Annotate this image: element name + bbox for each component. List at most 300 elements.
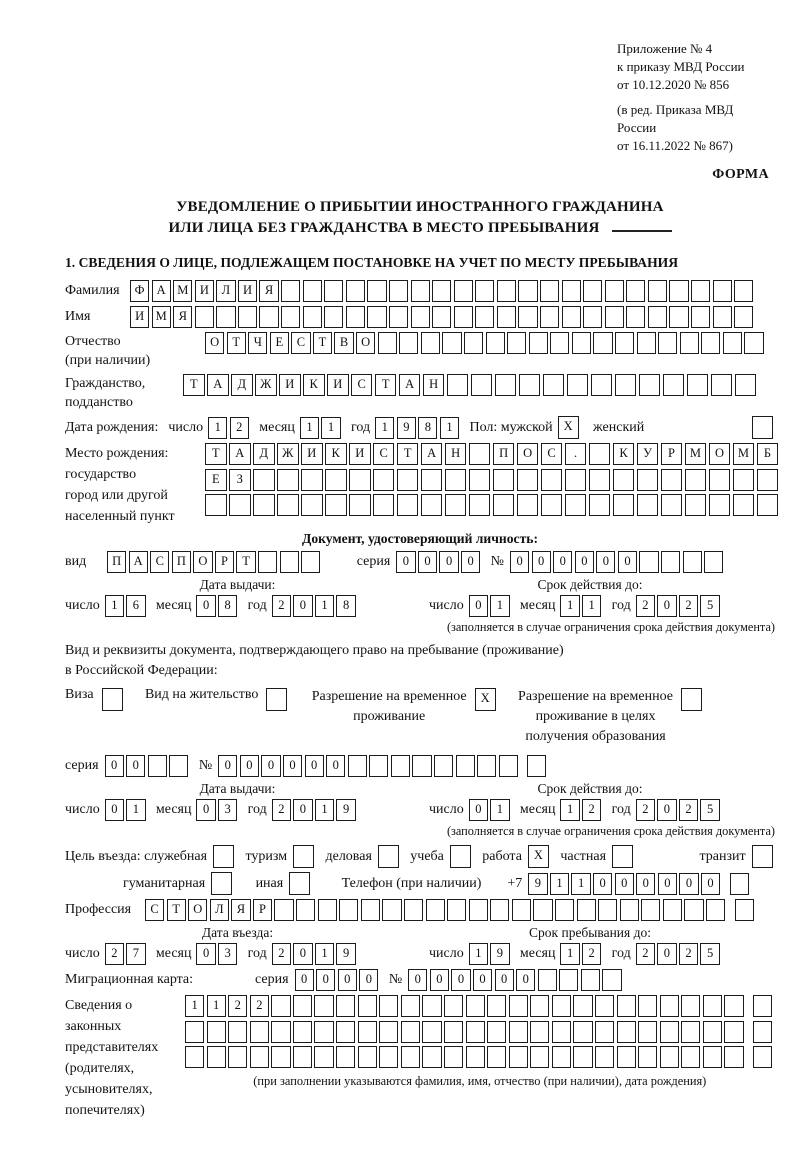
form-cell[interactable]: Д (253, 443, 275, 465)
form-cell[interactable]: 1 (560, 943, 579, 965)
form-cell[interactable] (663, 899, 682, 921)
form-cell[interactable] (475, 280, 494, 302)
form-cell[interactable]: С (541, 443, 563, 465)
form-cell[interactable]: Л (210, 899, 229, 921)
form-cell[interactable] (444, 995, 463, 1017)
form-cell[interactable] (595, 1046, 614, 1068)
form-cell[interactable] (713, 280, 732, 302)
form-cell[interactable] (378, 332, 397, 354)
form-cell[interactable] (518, 306, 537, 328)
form-cell[interactable] (349, 469, 371, 491)
form-cell[interactable] (617, 1046, 636, 1068)
form-cell[interactable] (389, 280, 408, 302)
form-cell[interactable] (497, 280, 516, 302)
form-cell[interactable] (477, 755, 496, 777)
form-cell[interactable] (709, 494, 731, 516)
form-cell[interactable] (530, 995, 549, 1017)
form-cell[interactable] (681, 1046, 700, 1068)
form-cell[interactable]: 6 (126, 595, 145, 617)
form-cell[interactable] (250, 1046, 269, 1068)
form-cell[interactable] (540, 280, 559, 302)
form-cell[interactable]: В (334, 332, 353, 354)
form-cell[interactable] (512, 899, 531, 921)
form-cell[interactable]: 0 (532, 551, 551, 573)
form-cell[interactable] (250, 1021, 269, 1043)
form-cell[interactable]: 0 (293, 595, 312, 617)
form-cell[interactable]: С (150, 551, 169, 573)
form-cell[interactable]: 0 (657, 595, 676, 617)
form-cell[interactable] (681, 688, 702, 711)
form-cell[interactable]: У (637, 443, 659, 465)
form-cell[interactable]: 1 (185, 995, 204, 1017)
form-cell[interactable]: 0 (261, 755, 280, 777)
form-cell[interactable] (301, 551, 320, 573)
form-cell[interactable] (259, 306, 278, 328)
form-cell[interactable] (565, 494, 587, 516)
form-cell[interactable] (229, 494, 251, 516)
form-cell[interactable] (456, 755, 475, 777)
form-cell[interactable] (518, 280, 537, 302)
form-cell[interactable] (517, 494, 539, 516)
form-cell[interactable]: 3 (218, 943, 237, 965)
form-cell[interactable] (648, 306, 667, 328)
form-cell[interactable] (573, 1046, 592, 1068)
form-cell[interactable]: 0 (575, 551, 594, 573)
form-cell[interactable]: 0 (408, 969, 427, 991)
form-cell[interactable] (615, 332, 634, 354)
form-cell[interactable] (401, 1046, 420, 1068)
form-cell[interactable]: С (145, 899, 164, 921)
form-cell[interactable]: 0 (473, 969, 492, 991)
form-cell[interactable] (382, 899, 401, 921)
form-cell[interactable] (757, 469, 779, 491)
form-cell[interactable]: 1 (126, 799, 145, 821)
form-cell[interactable] (401, 1021, 420, 1043)
form-cell[interactable] (567, 374, 589, 396)
form-cell[interactable]: 0 (105, 799, 124, 821)
form-cell[interactable]: 1 (490, 799, 509, 821)
form-cell[interactable]: 0 (679, 873, 698, 895)
form-cell[interactable]: 2 (679, 799, 698, 821)
form-cell[interactable]: 1 (571, 873, 590, 895)
form-cell[interactable] (301, 494, 323, 516)
form-cell[interactable]: П (107, 551, 126, 573)
form-cell[interactable]: 2 (679, 943, 698, 965)
form-cell[interactable] (552, 1021, 571, 1043)
form-cell[interactable] (447, 899, 466, 921)
form-cell[interactable]: И (279, 374, 301, 396)
form-cell[interactable]: 0 (593, 873, 612, 895)
form-cell[interactable] (369, 755, 388, 777)
form-cell[interactable] (615, 374, 637, 396)
form-cell[interactable] (378, 845, 399, 868)
form-cell[interactable] (469, 443, 491, 465)
form-cell[interactable]: Т (183, 374, 205, 396)
form-cell[interactable] (509, 1021, 528, 1043)
form-cell[interactable] (550, 332, 569, 354)
form-cell[interactable]: Ж (277, 443, 299, 465)
form-cell[interactable] (271, 995, 290, 1017)
form-cell[interactable] (289, 872, 310, 895)
form-cell[interactable]: К (325, 443, 347, 465)
form-cell[interactable] (638, 1046, 657, 1068)
form-cell[interactable] (277, 494, 299, 516)
form-cell[interactable] (361, 899, 380, 921)
form-cell[interactable] (293, 1046, 312, 1068)
form-cell[interactable] (280, 551, 299, 573)
form-cell[interactable] (454, 306, 473, 328)
form-cell[interactable] (349, 494, 371, 516)
form-cell[interactable]: 1 (375, 417, 394, 439)
form-cell[interactable] (595, 1021, 614, 1043)
form-cell[interactable]: 1 (321, 417, 340, 439)
form-cell[interactable] (562, 306, 581, 328)
form-cell[interactable] (753, 995, 772, 1017)
form-cell[interactable] (757, 494, 779, 516)
form-cell[interactable] (598, 899, 617, 921)
form-cell[interactable] (314, 1046, 333, 1068)
form-cell[interactable]: 2 (272, 595, 291, 617)
form-cell[interactable] (475, 306, 494, 328)
form-cell[interactable]: О (205, 332, 224, 354)
form-cell[interactable] (639, 551, 658, 573)
form-cell[interactable]: Н (445, 443, 467, 465)
form-cell[interactable] (660, 1021, 679, 1043)
form-cell[interactable] (691, 306, 710, 328)
form-cell[interactable] (527, 755, 546, 777)
form-cell[interactable]: 1 (105, 595, 124, 617)
form-cell[interactable] (281, 280, 300, 302)
form-cell[interactable]: 0 (510, 551, 529, 573)
form-cell[interactable]: З (229, 469, 251, 491)
form-cell[interactable] (466, 1021, 485, 1043)
form-cell[interactable] (661, 551, 680, 573)
form-cell[interactable] (358, 995, 377, 1017)
form-cell[interactable] (412, 755, 431, 777)
form-cell[interactable]: X (528, 845, 549, 868)
form-cell[interactable]: 0 (293, 799, 312, 821)
form-cell[interactable] (432, 280, 451, 302)
form-cell[interactable]: Д (231, 374, 253, 396)
form-cell[interactable] (638, 1021, 657, 1043)
form-cell[interactable] (293, 995, 312, 1017)
form-cell[interactable] (637, 494, 659, 516)
form-cell[interactable]: 9 (336, 799, 355, 821)
form-cell[interactable] (497, 306, 516, 328)
form-cell[interactable]: Е (270, 332, 289, 354)
form-cell[interactable]: М (173, 280, 192, 302)
form-cell[interactable]: 9 (528, 873, 547, 895)
form-cell[interactable] (207, 1021, 226, 1043)
form-cell[interactable] (339, 899, 358, 921)
form-cell[interactable]: С (351, 374, 373, 396)
form-cell[interactable]: 5 (700, 943, 719, 965)
form-cell[interactable] (493, 494, 515, 516)
form-cell[interactable] (466, 1046, 485, 1068)
form-cell[interactable] (533, 899, 552, 921)
form-cell[interactable]: И (349, 443, 371, 465)
form-cell[interactable] (595, 995, 614, 1017)
form-cell[interactable] (612, 845, 633, 868)
form-cell[interactable] (589, 469, 611, 491)
form-cell[interactable]: 2 (582, 943, 601, 965)
form-cell[interactable]: 9 (490, 943, 509, 965)
form-cell[interactable] (391, 755, 410, 777)
form-cell[interactable] (613, 469, 635, 491)
form-cell[interactable]: Б (757, 443, 779, 465)
form-cell[interactable] (379, 1021, 398, 1043)
form-cell[interactable] (346, 306, 365, 328)
form-cell[interactable] (641, 899, 660, 921)
form-cell[interactable] (660, 995, 679, 1017)
form-cell[interactable] (724, 1046, 743, 1068)
form-cell[interactable] (447, 374, 469, 396)
form-cell[interactable]: 5 (700, 799, 719, 821)
form-cell[interactable] (517, 469, 539, 491)
form-cell[interactable] (367, 280, 386, 302)
form-cell[interactable]: 0 (338, 969, 357, 991)
form-cell[interactable]: 1 (560, 595, 579, 617)
form-cell[interactable] (703, 1021, 722, 1043)
form-cell[interactable] (529, 332, 548, 354)
form-cell[interactable]: 0 (283, 755, 302, 777)
form-cell[interactable]: 2 (272, 943, 291, 965)
form-cell[interactable]: 0 (495, 969, 514, 991)
form-cell[interactable] (543, 374, 565, 396)
form-cell[interactable] (589, 494, 611, 516)
form-cell[interactable]: 1 (490, 595, 509, 617)
form-cell[interactable]: 2 (105, 943, 124, 965)
form-cell[interactable]: 0 (326, 755, 345, 777)
form-cell[interactable]: 2 (272, 799, 291, 821)
form-cell[interactable] (681, 995, 700, 1017)
form-cell[interactable] (507, 332, 526, 354)
form-cell[interactable]: Я (259, 280, 278, 302)
form-cell[interactable]: 0 (553, 551, 572, 573)
form-cell[interactable] (454, 280, 473, 302)
form-cell[interactable]: Р (253, 899, 272, 921)
form-cell[interactable]: Р (661, 443, 683, 465)
form-cell[interactable] (296, 899, 315, 921)
form-cell[interactable] (723, 332, 742, 354)
form-cell[interactable]: С (291, 332, 310, 354)
form-cell[interactable] (293, 845, 314, 868)
form-cell[interactable] (490, 899, 509, 921)
form-cell[interactable] (271, 1046, 290, 1068)
form-cell[interactable]: 8 (218, 595, 237, 617)
form-cell[interactable]: О (356, 332, 375, 354)
form-cell[interactable]: И (327, 374, 349, 396)
form-cell[interactable]: 0 (461, 551, 480, 573)
form-cell[interactable] (577, 899, 596, 921)
form-cell[interactable] (185, 1046, 204, 1068)
form-cell[interactable] (274, 899, 293, 921)
form-cell[interactable] (216, 306, 235, 328)
form-cell[interactable] (411, 280, 430, 302)
form-cell[interactable]: X (475, 688, 496, 711)
form-cell[interactable] (336, 995, 355, 1017)
form-cell[interactable] (581, 969, 600, 991)
form-cell[interactable] (735, 374, 757, 396)
form-cell[interactable]: Я (231, 899, 250, 921)
form-cell[interactable]: О (188, 899, 207, 921)
form-cell[interactable]: 0 (469, 799, 488, 821)
form-cell[interactable]: 2 (636, 799, 655, 821)
form-cell[interactable] (324, 280, 343, 302)
form-cell[interactable] (486, 332, 505, 354)
form-cell[interactable] (314, 1021, 333, 1043)
form-cell[interactable]: П (493, 443, 515, 465)
form-cell[interactable] (648, 280, 667, 302)
form-cell[interactable] (724, 995, 743, 1017)
form-cell[interactable] (397, 469, 419, 491)
form-cell[interactable] (432, 306, 451, 328)
form-cell[interactable] (281, 306, 300, 328)
form-cell[interactable]: М (733, 443, 755, 465)
form-cell[interactable] (617, 1021, 636, 1043)
form-cell[interactable]: 0 (196, 799, 215, 821)
form-cell[interactable] (346, 280, 365, 302)
form-cell[interactable]: 1 (207, 995, 226, 1017)
form-cell[interactable]: 0 (636, 873, 655, 895)
form-cell[interactable] (685, 494, 707, 516)
form-cell[interactable] (358, 1021, 377, 1043)
form-cell[interactable]: 2 (582, 799, 601, 821)
form-cell[interactable]: А (207, 374, 229, 396)
form-cell[interactable]: 1 (469, 943, 488, 965)
form-cell[interactable]: Т (397, 443, 419, 465)
form-cell[interactable]: 1 (300, 417, 319, 439)
form-cell[interactable] (421, 469, 443, 491)
form-cell[interactable] (589, 443, 611, 465)
form-cell[interactable] (444, 1021, 463, 1043)
form-cell[interactable] (445, 494, 467, 516)
form-cell[interactable] (185, 1021, 204, 1043)
form-cell[interactable]: 0 (618, 551, 637, 573)
form-cell[interactable] (752, 845, 773, 868)
form-cell[interactable] (445, 469, 467, 491)
form-cell[interactable] (336, 1021, 355, 1043)
form-cell[interactable] (399, 332, 418, 354)
form-cell[interactable] (253, 494, 275, 516)
form-cell[interactable] (314, 995, 333, 1017)
form-cell[interactable]: О (193, 551, 212, 573)
form-cell[interactable]: 1 (560, 799, 579, 821)
form-cell[interactable] (303, 306, 322, 328)
form-cell[interactable]: 0 (126, 755, 145, 777)
form-cell[interactable]: К (613, 443, 635, 465)
form-cell[interactable]: М (685, 443, 707, 465)
form-cell[interactable]: 1 (208, 417, 227, 439)
form-cell[interactable] (733, 494, 755, 516)
form-cell[interactable]: 0 (439, 551, 458, 573)
form-cell[interactable] (487, 1021, 506, 1043)
form-cell[interactable] (602, 969, 621, 991)
form-cell[interactable] (422, 1021, 441, 1043)
form-cell[interactable] (637, 469, 659, 491)
form-cell[interactable] (605, 306, 624, 328)
form-cell[interactable]: К (303, 374, 325, 396)
form-cell[interactable] (734, 280, 753, 302)
form-cell[interactable] (661, 494, 683, 516)
form-cell[interactable] (683, 551, 702, 573)
form-cell[interactable] (303, 280, 322, 302)
form-cell[interactable] (325, 469, 347, 491)
form-cell[interactable]: 9 (397, 417, 416, 439)
form-cell[interactable] (213, 845, 234, 868)
form-cell[interactable]: 3 (218, 799, 237, 821)
form-cell[interactable] (734, 306, 753, 328)
form-cell[interactable]: 0 (657, 799, 676, 821)
form-cell[interactable]: П (172, 551, 191, 573)
form-cell[interactable] (205, 494, 227, 516)
form-cell[interactable] (733, 469, 755, 491)
form-cell[interactable] (626, 306, 645, 328)
form-cell[interactable]: 0 (396, 551, 415, 573)
form-cell[interactable]: 2 (679, 595, 698, 617)
form-cell[interactable] (358, 1046, 377, 1068)
form-cell[interactable] (228, 1021, 247, 1043)
form-cell[interactable]: И (238, 280, 257, 302)
form-cell[interactable]: 2 (230, 417, 249, 439)
form-cell[interactable] (271, 1021, 290, 1043)
form-cell[interactable]: 0 (295, 969, 314, 991)
form-cell[interactable] (735, 899, 754, 921)
form-cell[interactable]: А (421, 443, 443, 465)
form-cell[interactable] (434, 755, 453, 777)
form-cell[interactable]: 2 (636, 943, 655, 965)
form-cell[interactable] (102, 688, 123, 711)
form-cell[interactable] (663, 374, 685, 396)
form-cell[interactable]: А (129, 551, 148, 573)
form-cell[interactable]: 0 (596, 551, 615, 573)
form-cell[interactable]: 5 (700, 595, 719, 617)
form-cell[interactable] (487, 1046, 506, 1068)
form-cell[interactable] (613, 494, 635, 516)
form-cell[interactable]: 0 (516, 969, 535, 991)
form-cell[interactable] (703, 1046, 722, 1068)
form-cell[interactable] (238, 306, 257, 328)
form-cell[interactable] (593, 332, 612, 354)
form-cell[interactable]: 0 (196, 595, 215, 617)
form-cell[interactable] (681, 1021, 700, 1043)
form-cell[interactable] (373, 494, 395, 516)
form-cell[interactable] (530, 1046, 549, 1068)
form-cell[interactable] (509, 1046, 528, 1068)
form-cell[interactable]: М (152, 306, 171, 328)
form-cell[interactable] (469, 494, 491, 516)
form-cell[interactable] (669, 306, 688, 328)
form-cell[interactable] (706, 899, 725, 921)
form-cell[interactable]: 0 (701, 873, 720, 895)
form-cell[interactable] (493, 469, 515, 491)
form-cell[interactable]: И (195, 280, 214, 302)
form-cell[interactable]: 0 (218, 755, 237, 777)
form-cell[interactable] (711, 374, 733, 396)
form-cell[interactable] (626, 280, 645, 302)
form-cell[interactable] (293, 1021, 312, 1043)
form-cell[interactable] (401, 995, 420, 1017)
form-cell[interactable] (348, 755, 367, 777)
form-cell[interactable]: 8 (418, 417, 437, 439)
form-cell[interactable]: 1 (582, 595, 601, 617)
form-cell[interactable] (669, 280, 688, 302)
form-cell[interactable] (228, 1046, 247, 1068)
form-cell[interactable] (573, 995, 592, 1017)
form-cell[interactable]: 2 (636, 595, 655, 617)
form-cell[interactable]: Я (173, 306, 192, 328)
form-cell[interactable] (195, 306, 214, 328)
